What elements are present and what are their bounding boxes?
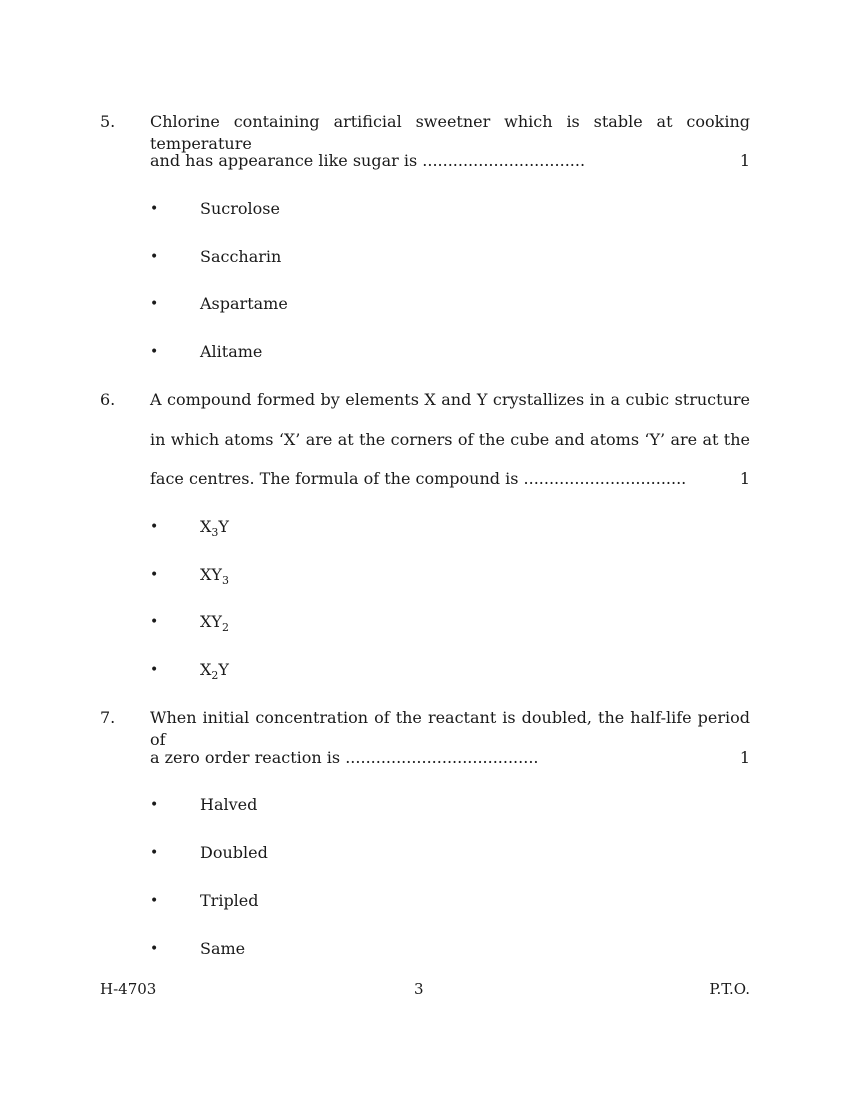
question-text-line: and has appearance like sugar is ................................ <box>150 151 586 170</box>
option-item: Doubled <box>200 843 268 862</box>
option-item: $X_3Y$ <box>200 517 229 539</box>
option-item: Tripled <box>200 891 259 910</box>
question-text-line: When initial concentration of the reactant is doubled, the half-life period of <box>150 708 750 749</box>
option-item: Sucrolose <box>200 199 280 218</box>
question-text-line: in which atoms ‘X’ are at the corners of the cube and atoms ‘Y’ are at the <box>150 430 750 449</box>
option-item: $XY_3$ <box>200 565 229 587</box>
bullet-icon: • <box>150 941 159 957</box>
bullet-icon: • <box>150 519 159 535</box>
question-text-line: face centres. The formula of the compound is ................................ <box>150 469 687 488</box>
bullet-icon: • <box>150 249 159 265</box>
option-item: Aspartame <box>200 294 288 313</box>
question-text-line: A compound formed by elements X and Y crystallizes in a cubic structure <box>150 390 750 409</box>
pto-label: P.T.O. <box>709 980 750 998</box>
question-marks: 1 <box>739 151 750 170</box>
bullet-icon: • <box>150 296 159 312</box>
bullet-icon: • <box>150 344 159 360</box>
question-marks: 1 <box>739 469 750 488</box>
question-number: 6. <box>100 390 116 409</box>
question-text-line: Chlorine containing artificial sweetner which is stable at cooking temperature <box>150 112 750 153</box>
option-item: Alitame <box>200 342 263 361</box>
bullet-icon: • <box>150 893 159 909</box>
bullet-icon: • <box>150 662 159 678</box>
option-item: Same <box>200 939 246 958</box>
question-text-line: a zero order reaction is ...................................... <box>150 748 539 767</box>
page-number: 3 <box>414 980 424 998</box>
question-marks: 1 <box>739 748 750 767</box>
bullet-icon: • <box>150 201 159 217</box>
bullet-icon: • <box>150 845 159 861</box>
option-item: $X_2Y$ <box>200 660 229 682</box>
option-item: $XY_2$ <box>200 612 229 634</box>
question-number: 7. <box>100 708 116 727</box>
option-item: Saccharin <box>200 247 282 266</box>
option-item: Halved <box>200 795 258 814</box>
bullet-icon: • <box>150 614 159 630</box>
question-number: 5. <box>100 112 116 131</box>
bullet-icon: • <box>150 797 159 813</box>
paper-code: H-4703 <box>100 980 157 998</box>
bullet-icon: • <box>150 567 159 583</box>
